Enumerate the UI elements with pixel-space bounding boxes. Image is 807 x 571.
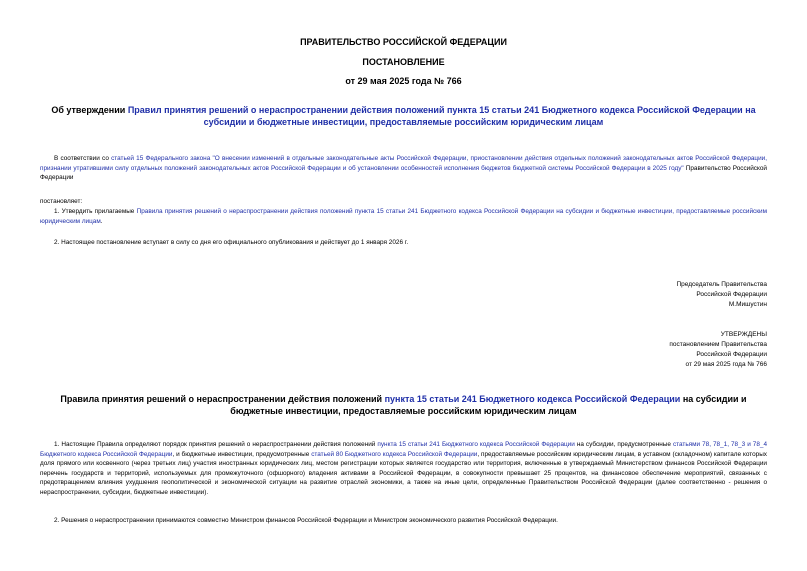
item-2: 2. Настоящее постановление вступает в силу со дня его официального опубликования и действует до 1 января 2026 г.	[54, 239, 409, 246]
preamble-text-2: Правительство Российской Федерации	[40, 164, 767, 182]
rules-title	[40, 393, 767, 417]
signature-line-2: Российской Федерации	[696, 291, 767, 298]
signature-line-1: Председатель Правительства	[676, 281, 767, 288]
rule-1-text-3: , и бюджетные инвестиции, предусмотренные	[172, 450, 312, 458]
signature-block	[676, 280, 767, 310]
approved-block	[669, 330, 767, 370]
rule-1-link-2[interactable]: статьями 78, 78_1, 78_3 и 78_4 Бюджетного кодекса Российской Федерации	[40, 441, 768, 458]
approved-line-4: от 29 мая 2025 года № 766	[685, 361, 767, 368]
government-heading: ПРАВИТЕЛЬСТВО РОССИЙСКОЙ ФЕДЕРАЦИИ	[300, 37, 507, 47]
item-1-rules-link[interactable]: Правила принятия решений о нераспространении действия положений пункта 15 статьи 241 Бюджетного кодекса Российской Федерации на субсидии и бюджетные инвестиции, предоставляемые российским юридическим лицам	[40, 208, 767, 225]
rule-1-text-1: 1. Настоящие Правила определяют порядок принятия решений о нераспространении действия положений	[54, 441, 378, 448]
rules-title-text-2: на субсидии и бюджетные инвестиции, предоставляемые российским юридическим лицам	[230, 394, 747, 416]
decrees-word: постановляет:	[40, 198, 83, 205]
title-prefix: Об утверждении	[51, 105, 128, 115]
approved-line-1: УТВЕРЖДЕНЫ	[720, 331, 767, 338]
rule-1-link-3[interactable]: статьей 80 Бюджетного кодекса Российской Федерации	[311, 450, 478, 458]
approved-line-3: Российской Федерации	[696, 351, 767, 358]
document-title	[40, 104, 767, 128]
item-1	[40, 207, 767, 226]
rules-title-text-1: Правила принятия решений о нераспространении действия положений	[60, 394, 385, 404]
rules-title-link[interactable]: пункта 15 статьи 241 Бюджетного кодекса Российской Федерации	[384, 394, 681, 404]
rule-1-text-4: , предоставляемые российским юридическим лицам, в уставном (складочном) капитале которых доля прямого или косвенного (через третьих лиц) участия иностранных юридических лиц, местом регистрации которых является государство или территория, включенные в утверждаемый Министерством финансов Российской Федерации перечень государств и территорий, используемых для промежуточного (офшорного) владения активами в Российской Федерации, в совокупности превышает 25 процентов, на финансовое обеспечение мероприятий, связанных с предотвращением влияния ухудшения геополитической и экономической ситуации на развитие отраслей экономики, а также на иные цели, определенные Правительством Российской Федерации (далее соответственно - решения о нераспространении, субсидии, бюджетные инвестиции).	[40, 450, 767, 496]
item-1-end: .	[100, 217, 103, 225]
preamble-text-1: В соответствии со	[54, 155, 112, 162]
document-type: ПОСТАНОВЛЕНИЕ	[362, 57, 445, 67]
rule-1-text-2: на субсидии, предусмотренные	[574, 441, 673, 448]
approved-line-2: постановлением Правительства	[669, 341, 767, 348]
rule-2: 2. Решения о нераспространении принимаются совместно Министром финансов Российской Федерации и Министром экономического развития Российской Федерации.	[54, 517, 558, 524]
rule-1	[40, 440, 767, 498]
rule-1-link-1[interactable]: пункта 15 статьи 241 Бюджетного кодекса Российской Федерации	[377, 441, 575, 448]
preamble	[40, 154, 767, 183]
document-date-number: от 29 мая 2025 года № 766	[345, 76, 462, 86]
signature-name: М.Мишустин	[728, 301, 767, 308]
title-link[interactable]: Правил принятия решений о нераспространении действия положений пункта 15 статьи 241 Бюджетного кодекса Российской Федерации на субсидии и бюджетные инвестиции, предоставляемые российским юридическим лицам	[127, 105, 756, 127]
preamble-law-link[interactable]: статьей 15 Федерального закона "О внесении изменений в отдельные законодательные акты Российской Федерации, приостановлении действия отдельных положений законодательных актов Российской Федерации, признании утратившими силу отдельных положений законодательных актов Российской Федерации и об установлении особенностей исполнения бюджетов бюджетной системы Российской Федерации в 2025 году"	[40, 155, 767, 172]
item-1-text: 1. Утвердить прилагаемые	[54, 208, 137, 215]
